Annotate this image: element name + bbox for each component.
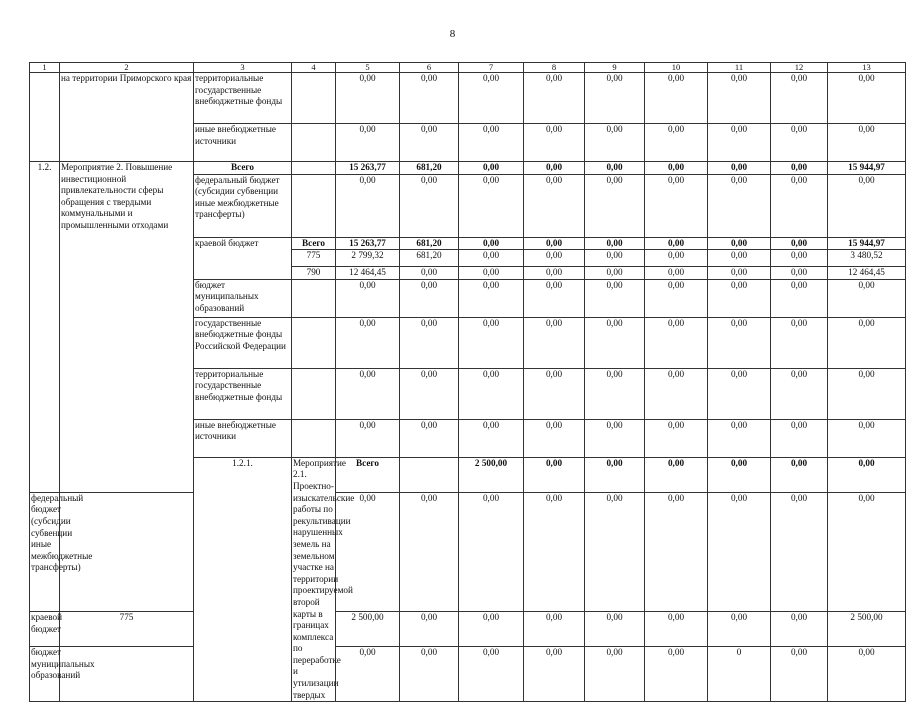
value-cell: 0,00 [336,368,400,419]
value-cell: 681,20 [400,250,459,267]
col-header-1: 1 [30,63,60,73]
value-cell: 0,00 [585,279,645,317]
value-cell: 0,00 [585,419,645,457]
value-cell: 12 464,45 [336,267,400,280]
value-cell: 681,20 [400,237,459,250]
funding-source: краевой бюджет [194,237,292,279]
value-cell: 0,00 [524,457,585,492]
col-header-13: 13 [828,63,906,73]
kbk-code [292,162,336,175]
value-cell: 0,00 [524,73,585,124]
value-cell: 0,00 [771,73,828,124]
funding-source: территориальные государственные внебюджетные фонды [194,73,292,124]
value-cell: 0,00 [336,317,400,368]
value-cell: 0,00 [645,368,708,419]
value-cell: 0,00 [585,492,645,611]
value-cell: 0,00 [585,124,645,162]
value-cell: 0,00 [645,457,708,492]
value-cell: 0,00 [771,647,828,702]
funding-source: иные внебюджетные источники [194,124,292,162]
table-row [30,492,906,611]
value-cell: 0,00 [336,647,400,702]
value-cell: 0,00 [645,267,708,280]
value-cell: 0,00 [645,647,708,702]
value-cell: 0,00 [459,492,524,611]
col-header-2: 2 [60,63,194,73]
value-cell: 0,00 [336,492,400,611]
value-cell: 0,00 [708,279,771,317]
value-cell: 0,00 [708,457,771,492]
value-cell: 0,00 [771,124,828,162]
value-cell: 0,00 [585,162,645,175]
col-header-12: 12 [771,63,828,73]
value-cell: 0,00 [400,73,459,124]
row-number [30,73,60,162]
value-cell: 0,00 [708,419,771,457]
value-cell: 0,00 [459,647,524,702]
value-cell: 0,00 [645,279,708,317]
value-cell: 0,00 [771,279,828,317]
kbk-code: 790 [292,267,336,280]
budget-table [29,62,906,702]
funding-source: Всего [194,162,292,175]
value-cell: 0,00 [771,612,828,647]
col-header-3: 3 [194,63,292,73]
value-cell: 0,00 [400,279,459,317]
table-row [30,612,906,647]
value-cell: 0,00 [645,124,708,162]
value-cell: 0,00 [336,174,400,237]
value-cell: 0,00 [459,250,524,267]
value-cell: 15 944,97 [828,162,906,175]
value-cell: 0,00 [400,124,459,162]
value-cell: 0,00 [524,279,585,317]
value-cell: 0,00 [524,612,585,647]
funding-source: Всего [336,457,400,492]
value-cell: 0,00 [645,250,708,267]
value-cell: 0,00 [771,237,828,250]
value-cell: 0,00 [459,317,524,368]
page-number: 8 [449,28,456,40]
column-number-row [30,63,906,73]
value-cell: 0,00 [585,267,645,280]
value-cell: 0,00 [708,317,771,368]
col-header-6: 6 [400,63,459,73]
table-row [30,647,906,702]
value-cell: 2 500,00 [459,457,524,492]
value-cell: 0,00 [459,124,524,162]
value-cell: 0,00 [459,612,524,647]
value-cell: 0,00 [524,250,585,267]
kbk-code [292,368,336,419]
value-cell: 2 500,00 [828,612,906,647]
value-cell: 0,00 [459,279,524,317]
value-cell: 0,00 [459,237,524,250]
value-cell: 0,00 [400,174,459,237]
value-cell: 0,00 [585,237,645,250]
value-cell: 0,00 [400,612,459,647]
value-cell: 0,00 [645,73,708,124]
value-cell: 15 263,77 [336,237,400,250]
value-cell: 0,00 [771,174,828,237]
value-cell: 0,00 [771,267,828,280]
value-cell: 0,00 [400,419,459,457]
col-header-8: 8 [524,63,585,73]
value-cell: 0,00 [645,237,708,250]
value-cell: 0,00 [524,267,585,280]
value-cell: 0,00 [459,73,524,124]
kbk-code: Всего [292,237,336,250]
funding-source: федеральный бюджет (субсидии субвенции иные межбюджетные трансферты) [194,174,292,237]
value-cell: 0,00 [828,317,906,368]
value-cell: 0,00 [585,73,645,124]
kbk-code [292,317,336,368]
value-cell: 0,00 [400,492,459,611]
value-cell: 0,00 [645,419,708,457]
funding-source: краевой бюджет [30,612,60,647]
col-header-9: 9 [585,63,645,73]
kbk-code [292,73,336,124]
value-cell: 0,00 [336,73,400,124]
value-cell: 0,00 [400,267,459,280]
value-cell: 0,00 [708,492,771,611]
value-cell: 0,00 [585,647,645,702]
value-cell: 0,00 [524,368,585,419]
row-number: 1.2. [30,162,60,493]
value-cell: 0,00 [459,267,524,280]
value-cell: 0,00 [459,368,524,419]
value-cell: 0,00 [585,368,645,419]
kbk-code [292,419,336,457]
value-cell: 0,00 [585,317,645,368]
value-cell: 2 799,32 [336,250,400,267]
col-header-7: 7 [459,63,524,73]
value-cell: 0,00 [828,647,906,702]
value-cell: 0,00 [828,124,906,162]
value-cell: 0,00 [336,279,400,317]
value-cell: 0,00 [771,162,828,175]
value-cell: 0,00 [708,250,771,267]
funding-source: бюджет муниципальных образований [194,279,292,317]
value-cell: 0,00 [524,124,585,162]
value-cell: 0,00 [828,174,906,237]
value-cell: 12 464,45 [828,267,906,280]
value-cell: 15 944,97 [828,237,906,250]
kbk-code: 775 [60,612,194,647]
kbk-code [292,279,336,317]
value-cell: 0,00 [708,612,771,647]
row-number: 1.2.1. [194,457,292,701]
funding-source: государственные внебюджетные фонды Российской Федерации [194,317,292,368]
value-cell: 0,00 [585,457,645,492]
value-cell: 0,00 [524,237,585,250]
value-cell: 0,00 [828,73,906,124]
value-cell: 0,00 [524,419,585,457]
value-cell: 0,00 [828,368,906,419]
col-header-4: 4 [292,63,336,73]
value-cell: 0,00 [771,419,828,457]
funding-source: иные внебюджетные источники [194,419,292,457]
value-cell: 0,00 [645,174,708,237]
value-cell: 0,00 [524,492,585,611]
value-cell: 0,00 [336,419,400,457]
value-cell: 0,00 [336,124,400,162]
value-cell: 0 [708,647,771,702]
value-cell: 0,00 [524,162,585,175]
kbk-code [292,174,336,237]
value-cell: 0,00 [828,492,906,611]
value-cell: 0,00 [585,250,645,267]
value-cell: 0,00 [708,368,771,419]
value-cell: 0,00 [524,317,585,368]
value-cell: 0,00 [771,492,828,611]
activity-description: на территории Приморского края [60,73,194,162]
value-cell: 0,00 [524,647,585,702]
value-cell: 0,00 [771,317,828,368]
value-cell: 0,00 [400,647,459,702]
value-cell: 0,00 [708,267,771,280]
value-cell: 0,00 [400,317,459,368]
value-cell: 0,00 [828,457,906,492]
kbk-code [292,124,336,162]
col-header-11: 11 [708,63,771,73]
value-cell: 0,00 [645,492,708,611]
kbk-code [400,457,459,492]
value-cell: 0,00 [645,162,708,175]
value-cell: 0,00 [645,317,708,368]
value-cell: 0,00 [400,368,459,419]
value-cell: 0,00 [708,124,771,162]
value-cell: 0,00 [771,250,828,267]
funding-source: бюджет муниципальных образований [30,647,60,702]
value-cell: 0,00 [459,174,524,237]
value-cell: 0,00 [708,162,771,175]
value-cell: 0,00 [708,237,771,250]
table-row [30,73,906,124]
value-cell: 0,00 [828,279,906,317]
funding-source: федеральный бюджет (субсидии субвенции иные межбюджетные трансферты) [30,492,60,611]
value-cell: 0,00 [459,162,524,175]
value-cell: 681,20 [400,162,459,175]
col-header-5: 5 [336,63,400,73]
kbk-code: 775 [292,250,336,267]
value-cell: 0,00 [459,419,524,457]
activity-description: Мероприятие 2. Повышение инвестиционной привлекательности сферы обращения с твердыми коммунальными и промышленными отходами [60,162,194,493]
value-cell: 0,00 [645,612,708,647]
value-cell: 0,00 [771,368,828,419]
table-row [30,162,906,175]
value-cell: 0,00 [524,174,585,237]
value-cell: 15 263,77 [336,162,400,175]
activity-description: Мероприятие 2.1. Проектно-изыскательские работы по рекультивации нарушенных земель на земельном участке на территории проектируемой второй карты в границах комплекса по переработке и утилизации твердых [292,457,336,701]
value-cell: 0,00 [585,174,645,237]
funding-source: территориальные государственные внебюджетные фонды [194,368,292,419]
value-cell: 2 500,00 [336,612,400,647]
value-cell: 3 480,52 [828,250,906,267]
value-cell: 0,00 [771,457,828,492]
col-header-10: 10 [645,63,708,73]
value-cell: 0,00 [828,419,906,457]
value-cell: 0,00 [708,73,771,124]
value-cell: 0,00 [585,612,645,647]
value-cell: 0,00 [708,174,771,237]
